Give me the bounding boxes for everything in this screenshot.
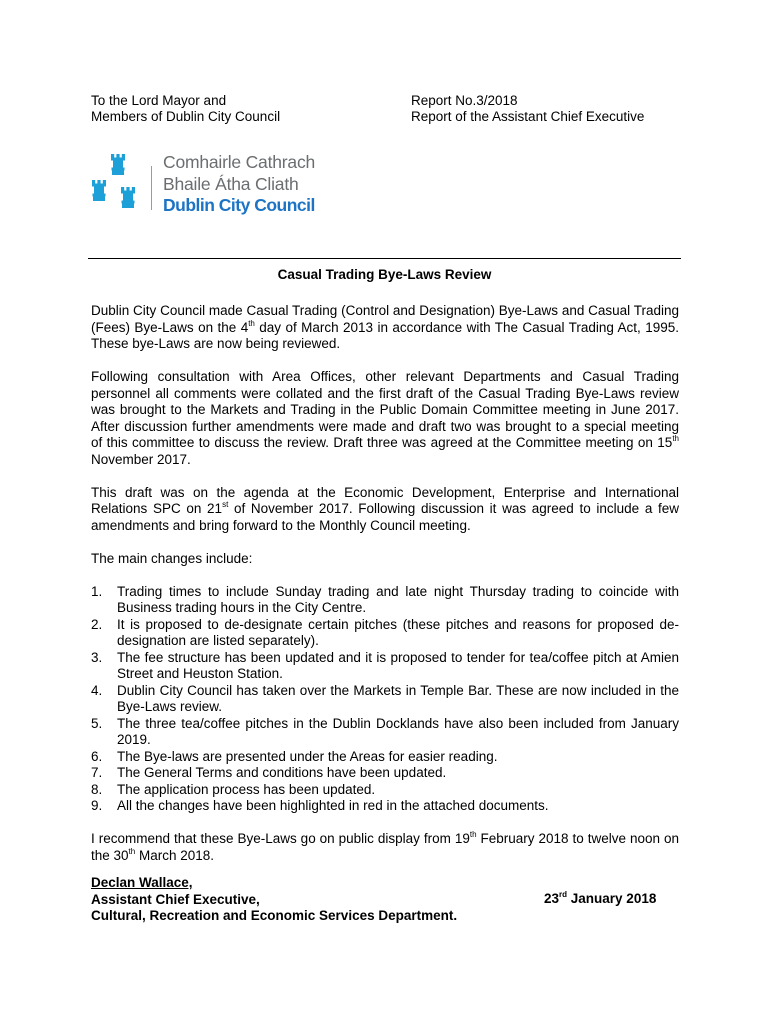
list-item: 7. The General Terms and conditions have been updated.	[91, 765, 447, 780]
addressee-line-1: To the Lord Mayor and	[91, 93, 227, 108]
logo-english-line: Dublin City Council	[163, 195, 315, 215]
report-title: Casual Trading Bye-Laws Review	[277, 267, 492, 282]
title-divider	[88, 258, 681, 259]
list-item: 3. The fee structure has been updated and it is proposed to tender for tea/coffee pitch at Amien Street and Heuston Station.	[91, 649, 679, 681]
addressee-block	[91, 93, 280, 125]
signatory-role: Assistant Chief Executive,	[91, 891, 260, 907]
signatory-department: Cultural, Recreation and Economic Services Department.	[91, 908, 458, 923]
report-info-block	[411, 93, 644, 125]
signatory-name: Declan Wallace,	[91, 875, 193, 890]
list-item: 8. The application process has been updated.	[91, 781, 376, 797]
list-item: 5. The three tea/coffee pitches in the Dublin Docklands have also been included from January 2019.	[91, 715, 679, 747]
report-body	[91, 303, 679, 881]
list-item: 1. Trading times to include Sunday trading and late night Thursday trading to coincide with Business trading hours in the City Centre.	[91, 583, 679, 615]
logo-text	[163, 152, 315, 217]
signature-block	[91, 875, 457, 925]
report-number: Report No.3/2018	[411, 93, 518, 108]
changes-intro: The main changes include:	[91, 550, 253, 566]
list-item: 4. Dublin City Council has taken over the Markets in Temple Bar. These are now included in the Bye-Laws review.	[91, 682, 679, 714]
logo-irish-line-2: Bhaile Átha Cliath	[163, 173, 299, 194]
changes-list	[91, 584, 679, 815]
list-item: 2. It is proposed to de-designate certain pitches (these pitches and reasons for proposed de-designation are listed separately).	[91, 616, 679, 648]
paragraph-3: This draft was on the agenda at the Economic Development, Enterprise and International Relations SPC on 21st of November 2017. Following discussion it was agreed to include a few amendments and bring forward to the Monthly Council meeting.	[91, 484, 680, 533]
list-item: 9. All the changes have been highlighted in red in the attached documents.	[91, 798, 549, 813]
paragraph-1: Dublin City Council made Casual Trading (Control and Designation) Bye-Laws and Casual Trading (Fees) Bye-Laws on the 4th day of March 2013 in accordance with The Casual Trading Act, 1995. These bye-Laws are now being reviewed.	[91, 303, 679, 351]
addressee-line-2: Members of Dublin City Council	[91, 109, 281, 124]
report-of: Report of the Assistant Chief Executive	[411, 109, 645, 124]
report-date: 23rd January 2018	[544, 890, 657, 906]
list-item: 6. The Bye-laws are presented under the Areas for easier reading.	[91, 748, 498, 764]
logo-irish-line-1: Comhairle Cathrach	[163, 152, 316, 172]
recommendation: I recommend that these Bye-Laws go on public display from 19th February 2018 to twelve noon on the 30th March 2018.	[91, 830, 679, 863]
paragraph-2: Following consultation with Area Offices, other relevant Departments and Casual Trading personnel all comments were collated and the first draft of the Casual Trading Bye-Laws review was brought to the Markets and Trading in the Public Domain Committee meeting in June 2017. After discussion further amendments were made and draft two was brought to a special meeting of this committee to discuss the review. Draft three was agreed at the Committee meeting on 15th November 2017.	[91, 369, 679, 467]
